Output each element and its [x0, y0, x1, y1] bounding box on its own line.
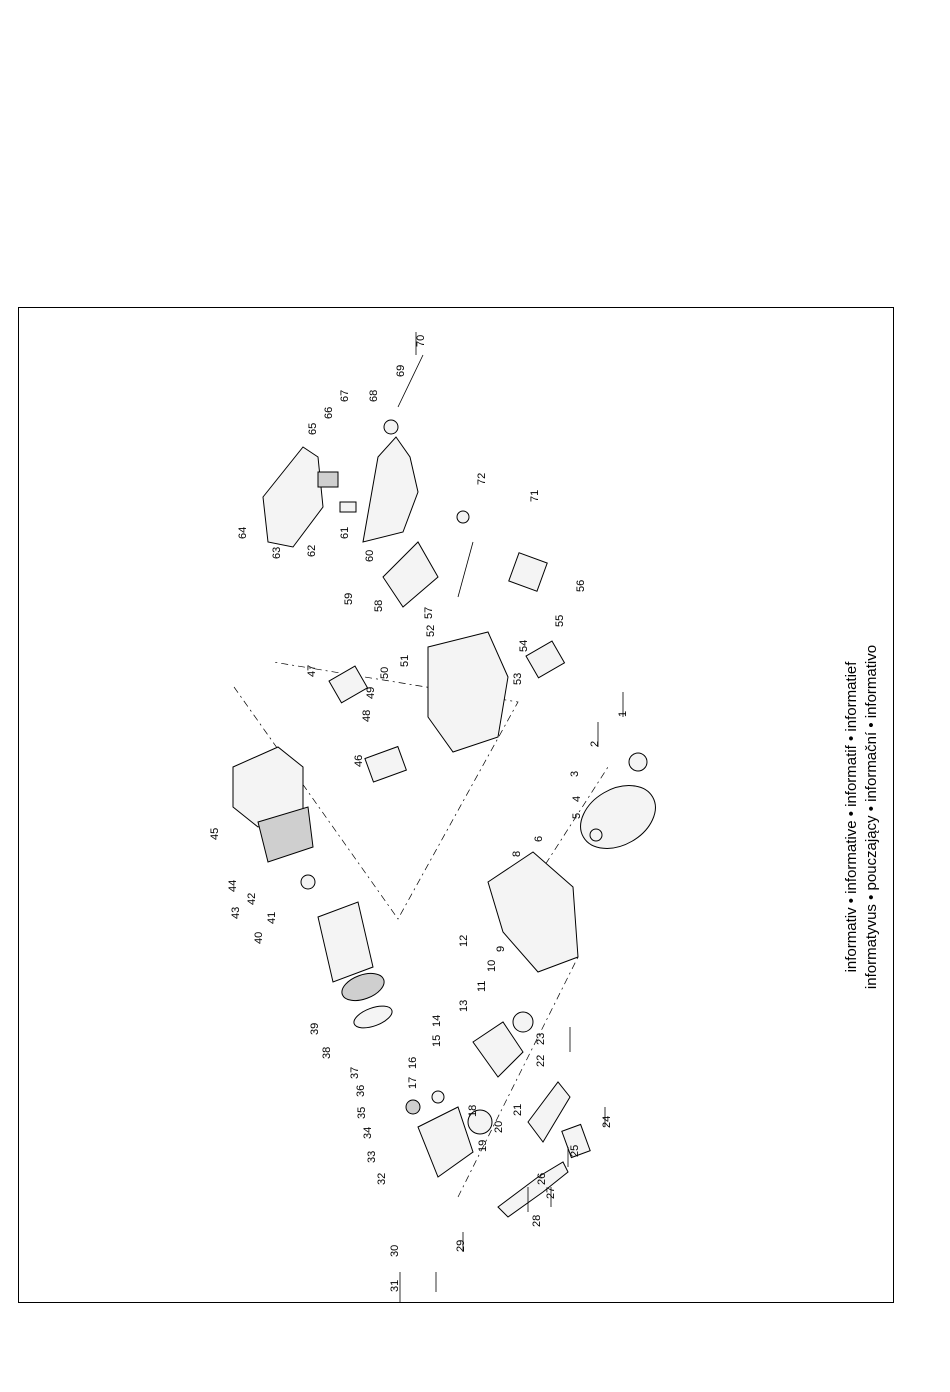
switch [318, 472, 338, 487]
callout-number: 57 [423, 606, 435, 619]
inner-flange [590, 829, 602, 841]
callout-number: 34 [362, 1126, 374, 1139]
callout-number: 18 [467, 1104, 479, 1117]
callout-number: 45 [209, 827, 221, 840]
callout-31 [389, 1280, 401, 1292]
end-plate [383, 542, 438, 607]
callout-45 [209, 828, 221, 840]
callout-number: 33 [366, 1150, 378, 1163]
callout-number: 6 [533, 835, 545, 842]
callout-number: 42 [246, 892, 258, 905]
callout-51 [399, 655, 411, 667]
callout-1 [617, 711, 629, 717]
callout-6 [533, 836, 545, 842]
callout-54 [518, 640, 530, 652]
callout-number: 8 [511, 850, 523, 857]
callout-number: 38 [321, 1046, 333, 1059]
callout-30 [389, 1245, 401, 1257]
callout-32 [376, 1173, 388, 1185]
callout-number: 25 [569, 1144, 581, 1157]
callout-number: 52 [425, 624, 437, 637]
callout-number: 54 [518, 639, 530, 652]
handle-housing-left [263, 447, 323, 547]
callout-2 [589, 741, 601, 747]
callout-number: 67 [339, 389, 351, 402]
callout-25 [569, 1145, 581, 1157]
callout-number: 66 [323, 406, 335, 419]
callout-23 [535, 1033, 547, 1045]
callout-47 [306, 665, 318, 677]
callout-17 [407, 1077, 419, 1089]
callout-37 [349, 1067, 361, 1079]
callout-number: 49 [365, 686, 377, 699]
callout-71 [529, 490, 541, 502]
callout-62 [306, 545, 318, 557]
callout-number: 19 [477, 1139, 489, 1152]
bearing-plate [351, 1002, 395, 1033]
callout-number: 56 [575, 579, 587, 592]
callout-52 [425, 625, 437, 637]
callout-64 [237, 527, 249, 539]
assembly-line-handle [458, 957, 578, 1197]
callout-59 [343, 593, 355, 605]
callout-number: 37 [349, 1066, 361, 1079]
gear-head-group [406, 753, 667, 1217]
callout-number: 12 [458, 934, 470, 947]
label-plate [526, 641, 564, 678]
callout-number: 71 [529, 489, 541, 502]
callout-number: 40 [253, 931, 265, 944]
callout-26 [536, 1173, 548, 1185]
callout-49 [365, 687, 377, 699]
callout-number: 70 [415, 334, 427, 347]
callout-number: 62 [306, 544, 318, 557]
callout-14 [431, 1015, 443, 1027]
callout-38 [321, 1047, 333, 1059]
armature [318, 902, 373, 982]
callout-number: 20 [493, 1120, 505, 1133]
callout-67 [339, 390, 351, 402]
callout-4 [571, 796, 583, 802]
callout-48 [361, 710, 373, 722]
callout-number: 51 [399, 654, 411, 667]
callout-number: 39 [309, 1022, 321, 1035]
handle-bracket [498, 1162, 568, 1217]
callout-number: 64 [237, 526, 249, 539]
callout-50 [379, 667, 391, 679]
callout-21 [512, 1104, 524, 1116]
callout-56 [575, 580, 587, 592]
handle-housing-right [363, 437, 418, 542]
callout-number: 16 [407, 1056, 419, 1069]
callout-11 [476, 981, 488, 992]
callout-number: 22 [535, 1054, 547, 1067]
callout-70 [415, 335, 427, 347]
callout-39 [309, 1023, 321, 1035]
callout-number: 23 [535, 1032, 547, 1045]
callout-number: 55 [554, 614, 566, 627]
callout-number: 65 [307, 422, 319, 435]
callout-number: 14 [431, 1014, 443, 1027]
callout-27 [545, 1187, 557, 1199]
callout-number: 15 [431, 1034, 443, 1047]
callout-number: 48 [361, 709, 373, 722]
callout-29 [455, 1240, 467, 1252]
callout-69 [395, 365, 407, 377]
callout-34 [362, 1127, 374, 1139]
callout-number: 41 [266, 911, 278, 924]
callout-number: 36 [355, 1084, 367, 1097]
callout-18 [467, 1105, 479, 1117]
callout-number: 3 [569, 770, 581, 777]
callout-number: 4 [571, 795, 583, 802]
cap [384, 420, 398, 434]
callout-41 [266, 912, 278, 924]
switch-cover [340, 502, 356, 512]
callout-number: 26 [536, 1172, 548, 1185]
callout-55 [554, 615, 566, 627]
caption-line-1: informativ • informative • informatif • informatief [843, 661, 860, 973]
callout-20 [493, 1121, 505, 1133]
label-plate-2 [329, 666, 367, 703]
exploded-parts-diagram [18, 307, 894, 1303]
motor-housing [428, 632, 508, 752]
callout-24 [601, 1116, 613, 1128]
callout-number: 59 [343, 592, 355, 605]
callout-number: 11 [476, 980, 488, 992]
callout-40 [253, 932, 265, 944]
callout-35 [356, 1107, 368, 1119]
callout-number: 44 [227, 879, 239, 892]
bearing-10 [513, 1012, 533, 1032]
callout-5 [571, 813, 583, 819]
callout-28 [531, 1215, 543, 1227]
spring [432, 1091, 444, 1103]
gear-cover [418, 1107, 473, 1177]
brush-cover [365, 747, 406, 782]
callout-53 [512, 673, 524, 685]
callout-44 [227, 880, 239, 892]
pinion [406, 1100, 420, 1114]
callout-number: 69 [395, 364, 407, 377]
callout-58 [373, 600, 385, 612]
callout-3 [569, 771, 581, 777]
callout-number: 31 [389, 1279, 401, 1292]
callout-13 [458, 1000, 470, 1012]
callout-42 [246, 893, 258, 905]
armature-group [301, 875, 395, 1032]
callout-8 [511, 851, 523, 857]
callout-number: 28 [531, 1214, 543, 1227]
callout-9 [495, 946, 507, 952]
callout-60 [364, 550, 376, 562]
callout-number: 30 [389, 1244, 401, 1257]
callout-57 [423, 607, 435, 619]
callout-12 [458, 935, 470, 947]
callout-number: 29 [455, 1239, 467, 1252]
gear-housing [473, 1022, 523, 1077]
callout-36 [355, 1085, 367, 1097]
callout-number: 60 [364, 549, 376, 562]
callout-33 [366, 1151, 378, 1163]
callout-68 [368, 390, 380, 402]
callout-number: 61 [339, 526, 351, 539]
callout-16 [407, 1057, 419, 1069]
callout-46 [353, 755, 365, 767]
callout-number: 17 [407, 1076, 419, 1089]
callout-number: 43 [230, 906, 242, 919]
callout-number: 63 [271, 546, 283, 559]
callout-number: 58 [373, 599, 385, 612]
callout-number: 68 [368, 389, 380, 402]
callout-15 [431, 1035, 443, 1047]
callout-number: 9 [495, 945, 507, 952]
callout-number: 13 [458, 999, 470, 1012]
callout-72 [476, 473, 488, 485]
clip [457, 511, 469, 523]
callout-22 [535, 1055, 547, 1067]
callout-number: 1 [617, 710, 629, 717]
callout-65 [307, 423, 319, 435]
callout-61 [339, 527, 351, 539]
cover-plate [509, 553, 547, 591]
callout-number: 27 [545, 1186, 557, 1199]
cable [398, 355, 423, 407]
callout-10 [486, 960, 498, 972]
callout-43 [230, 907, 242, 919]
rod [458, 542, 473, 597]
callout-66 [323, 407, 335, 419]
callout-number: 47 [306, 664, 318, 677]
caption-line-2: informatyvus • pouczający • informační • informativo [863, 644, 880, 990]
callout-number: 5 [571, 812, 583, 819]
cutting-disc [569, 770, 666, 861]
callout-63 [271, 547, 283, 559]
callout-number: 72 [476, 472, 488, 485]
bearing [301, 875, 315, 889]
callout-number: 2 [589, 740, 601, 747]
callout-number: 21 [512, 1103, 524, 1116]
callout-number: 24 [601, 1115, 613, 1128]
callout-19 [477, 1140, 489, 1152]
wheel-guard [488, 852, 578, 972]
callout-number: 35 [356, 1106, 368, 1119]
callout-number: 46 [353, 754, 365, 767]
callout-number: 32 [376, 1172, 388, 1185]
callout-number: 50 [379, 666, 391, 679]
flange-nut [629, 753, 647, 771]
callout-number: 53 [512, 672, 524, 685]
callout-number: 10 [486, 959, 498, 972]
